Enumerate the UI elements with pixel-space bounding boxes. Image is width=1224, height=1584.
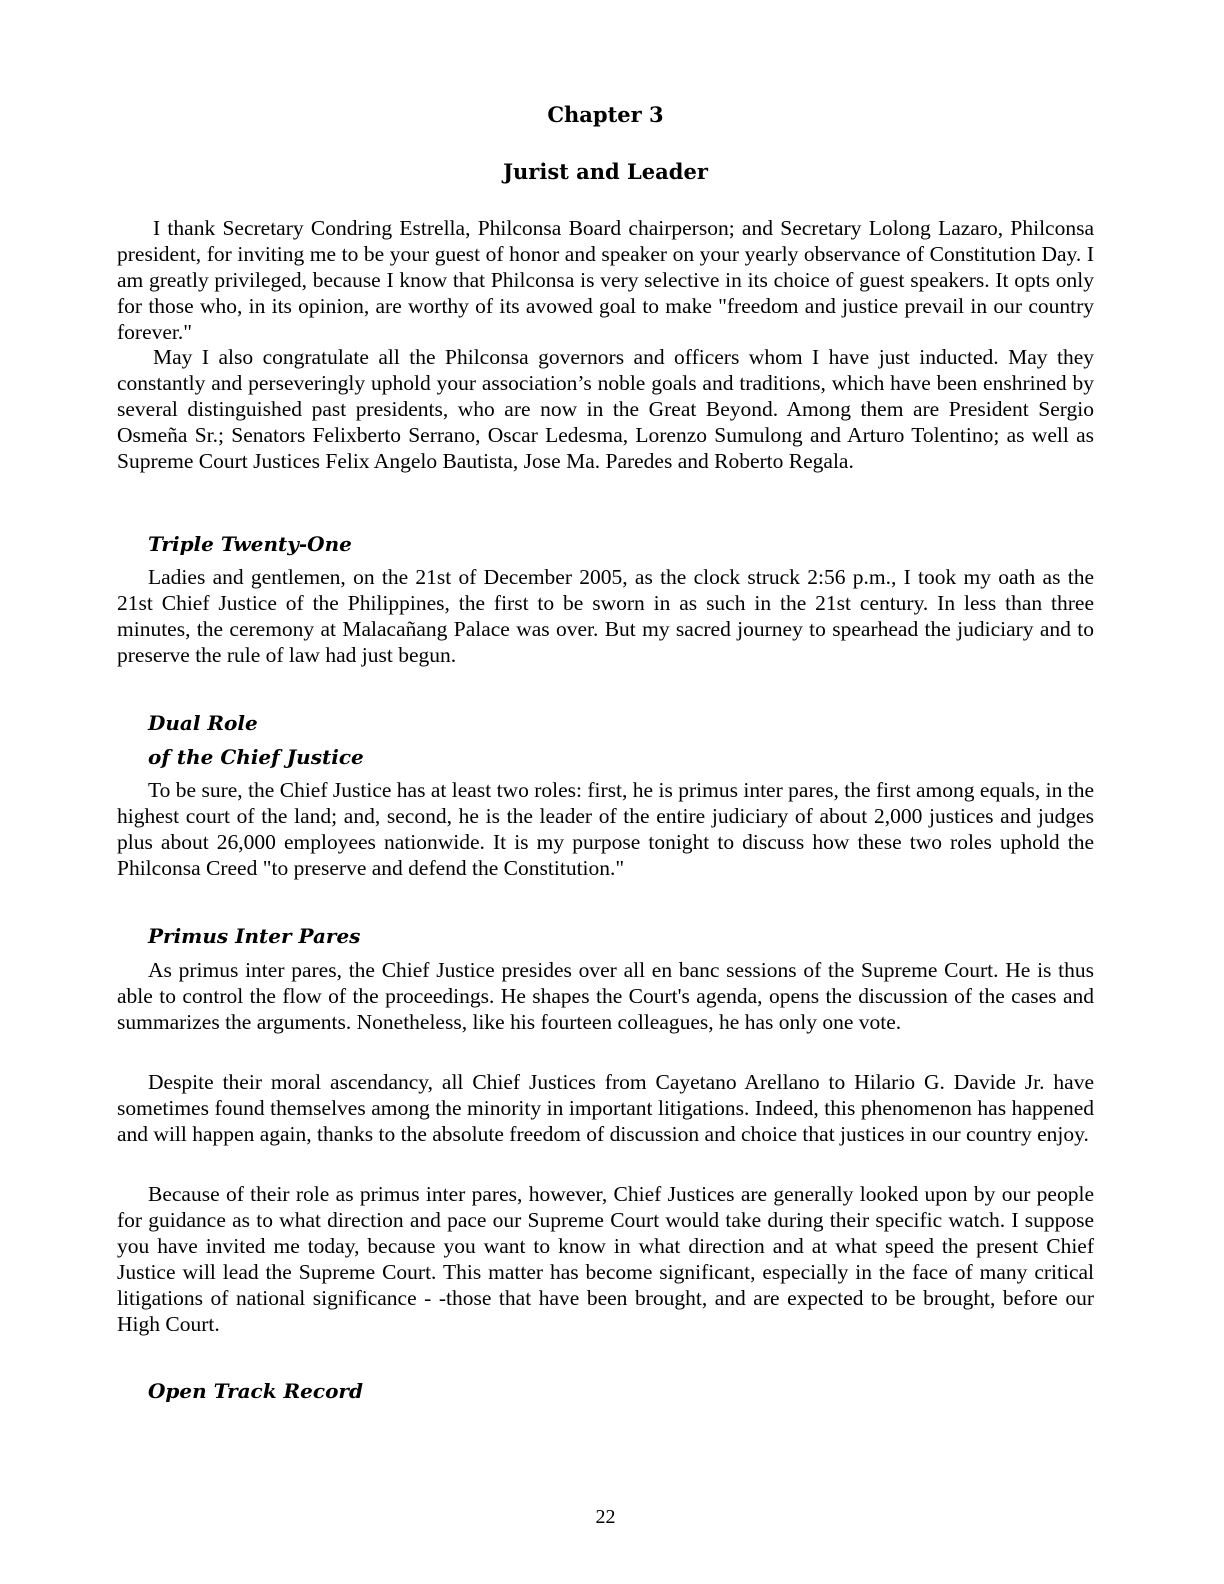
intro-paragraph-2: May I also congratulate all the Philconsa governors and officers whom I have just inducted. May they constantly and perseveringly uphold your association’s noble goals and traditions, which have been enshrined by several distinguished past presidents, who are now in the Great Beyond. Among them are President Sergio Osmeña Sr.; Senators Felixberto Serrano, Oscar Ledesma, Lorenzo Sumulong and Arturo Tolentino; as well as Supreme Court Justices Felix Angelo Bautista, Jose Ma. Paredes and Roberto Regala. (117, 345, 1094, 473)
section-heading-triple-twenty-one: Triple Twenty-One (148, 532, 352, 556)
intro-paragraph-1: I thank Secretary Condring Estrella, Philconsa Board chairperson; and Secretary Lolong Lazaro, Philconsa president, for inviting me to be your guest of honor and speaker on your yearly observance of Constitution Day. I am greatly privileged, because I know that Philconsa is very selective in its choice of guest speakers. It opts only for those who, in its opinion, are worthy of its avowed goal to make "freedom and justice prevail in our country forever." (117, 216, 1094, 344)
primus-inter-pares-paragraph-3: Because of their role as primus inter pares, however, Chief Justices are generally looked upon by our people for guidance as to what direction and pace our Supreme Court would take during their specific watch. I suppose you have invited me today, because you want to know in what direction and at what speed the present Chief Justice will lead the Supreme Court. This matter has become significant, especially in the face of many critical litigations of national significance - -those that have been brought, and are expected to be brought, before our High Court. (117, 1182, 1094, 1336)
chapter-title: Jurist and Leader (503, 159, 708, 184)
dual-role-paragraph-1: To be sure, the Chief Justice has at least two roles: first, he is primus inter pares, the first among equals, in the highest court of the land; and, second, he is the leader of the entire judiciary of about 2,000 justices and judges plus about 26,000 employees nationwide. It is my purpose tonight to discuss how these two roles uphold the Philconsa Creed "to preserve and defend the Constitution." (117, 778, 1094, 880)
primus-inter-pares-paragraph-1: As primus inter pares, the Chief Justice presides over all en banc sessions of the Supreme Court. He is thus able to control the flow of the proceedings. He shapes the Court's agenda, opens the discussion of the cases and summarizes the arguments. Nonetheless, like his fourteen colleagues, he has only one vote. (117, 958, 1094, 1034)
section-heading-primus-inter-pares: Primus Inter Pares (148, 924, 361, 948)
page-number: 22 (595, 1506, 616, 1528)
section-heading-dual-role-line-2: of the Chief Justice (148, 745, 364, 769)
section-heading-open-track-record: Open Track Record (148, 1379, 363, 1403)
triple-twenty-one-paragraph-1: Ladies and gentlemen, on the 21st of December 2005, as the clock struck 2:56 p.m., I took my oath as the 21st Chief Justice of the Philippines, the first to be sworn in as such in the 21st century. In less than three minutes, the ceremony at Malacañang Palace was over. But my sacred journey to spearhead the judiciary and to preserve the rule of law had just begun. (117, 565, 1094, 667)
chapter-label: Chapter 3 (547, 102, 664, 127)
document-page (117, 0, 1094, 1584)
section-heading-dual-role-line-1: Dual Role (148, 711, 258, 735)
primus-inter-pares-paragraph-2: Despite their moral ascendancy, all Chief Justices from Cayetano Arellano to Hilario G. Davide Jr. have sometimes found themselves among the minority in important litigations. Indeed, this phenomenon has happened and will happen again, thanks to the absolute freedom of discussion and choice that justices in our country enjoy. (117, 1070, 1094, 1146)
